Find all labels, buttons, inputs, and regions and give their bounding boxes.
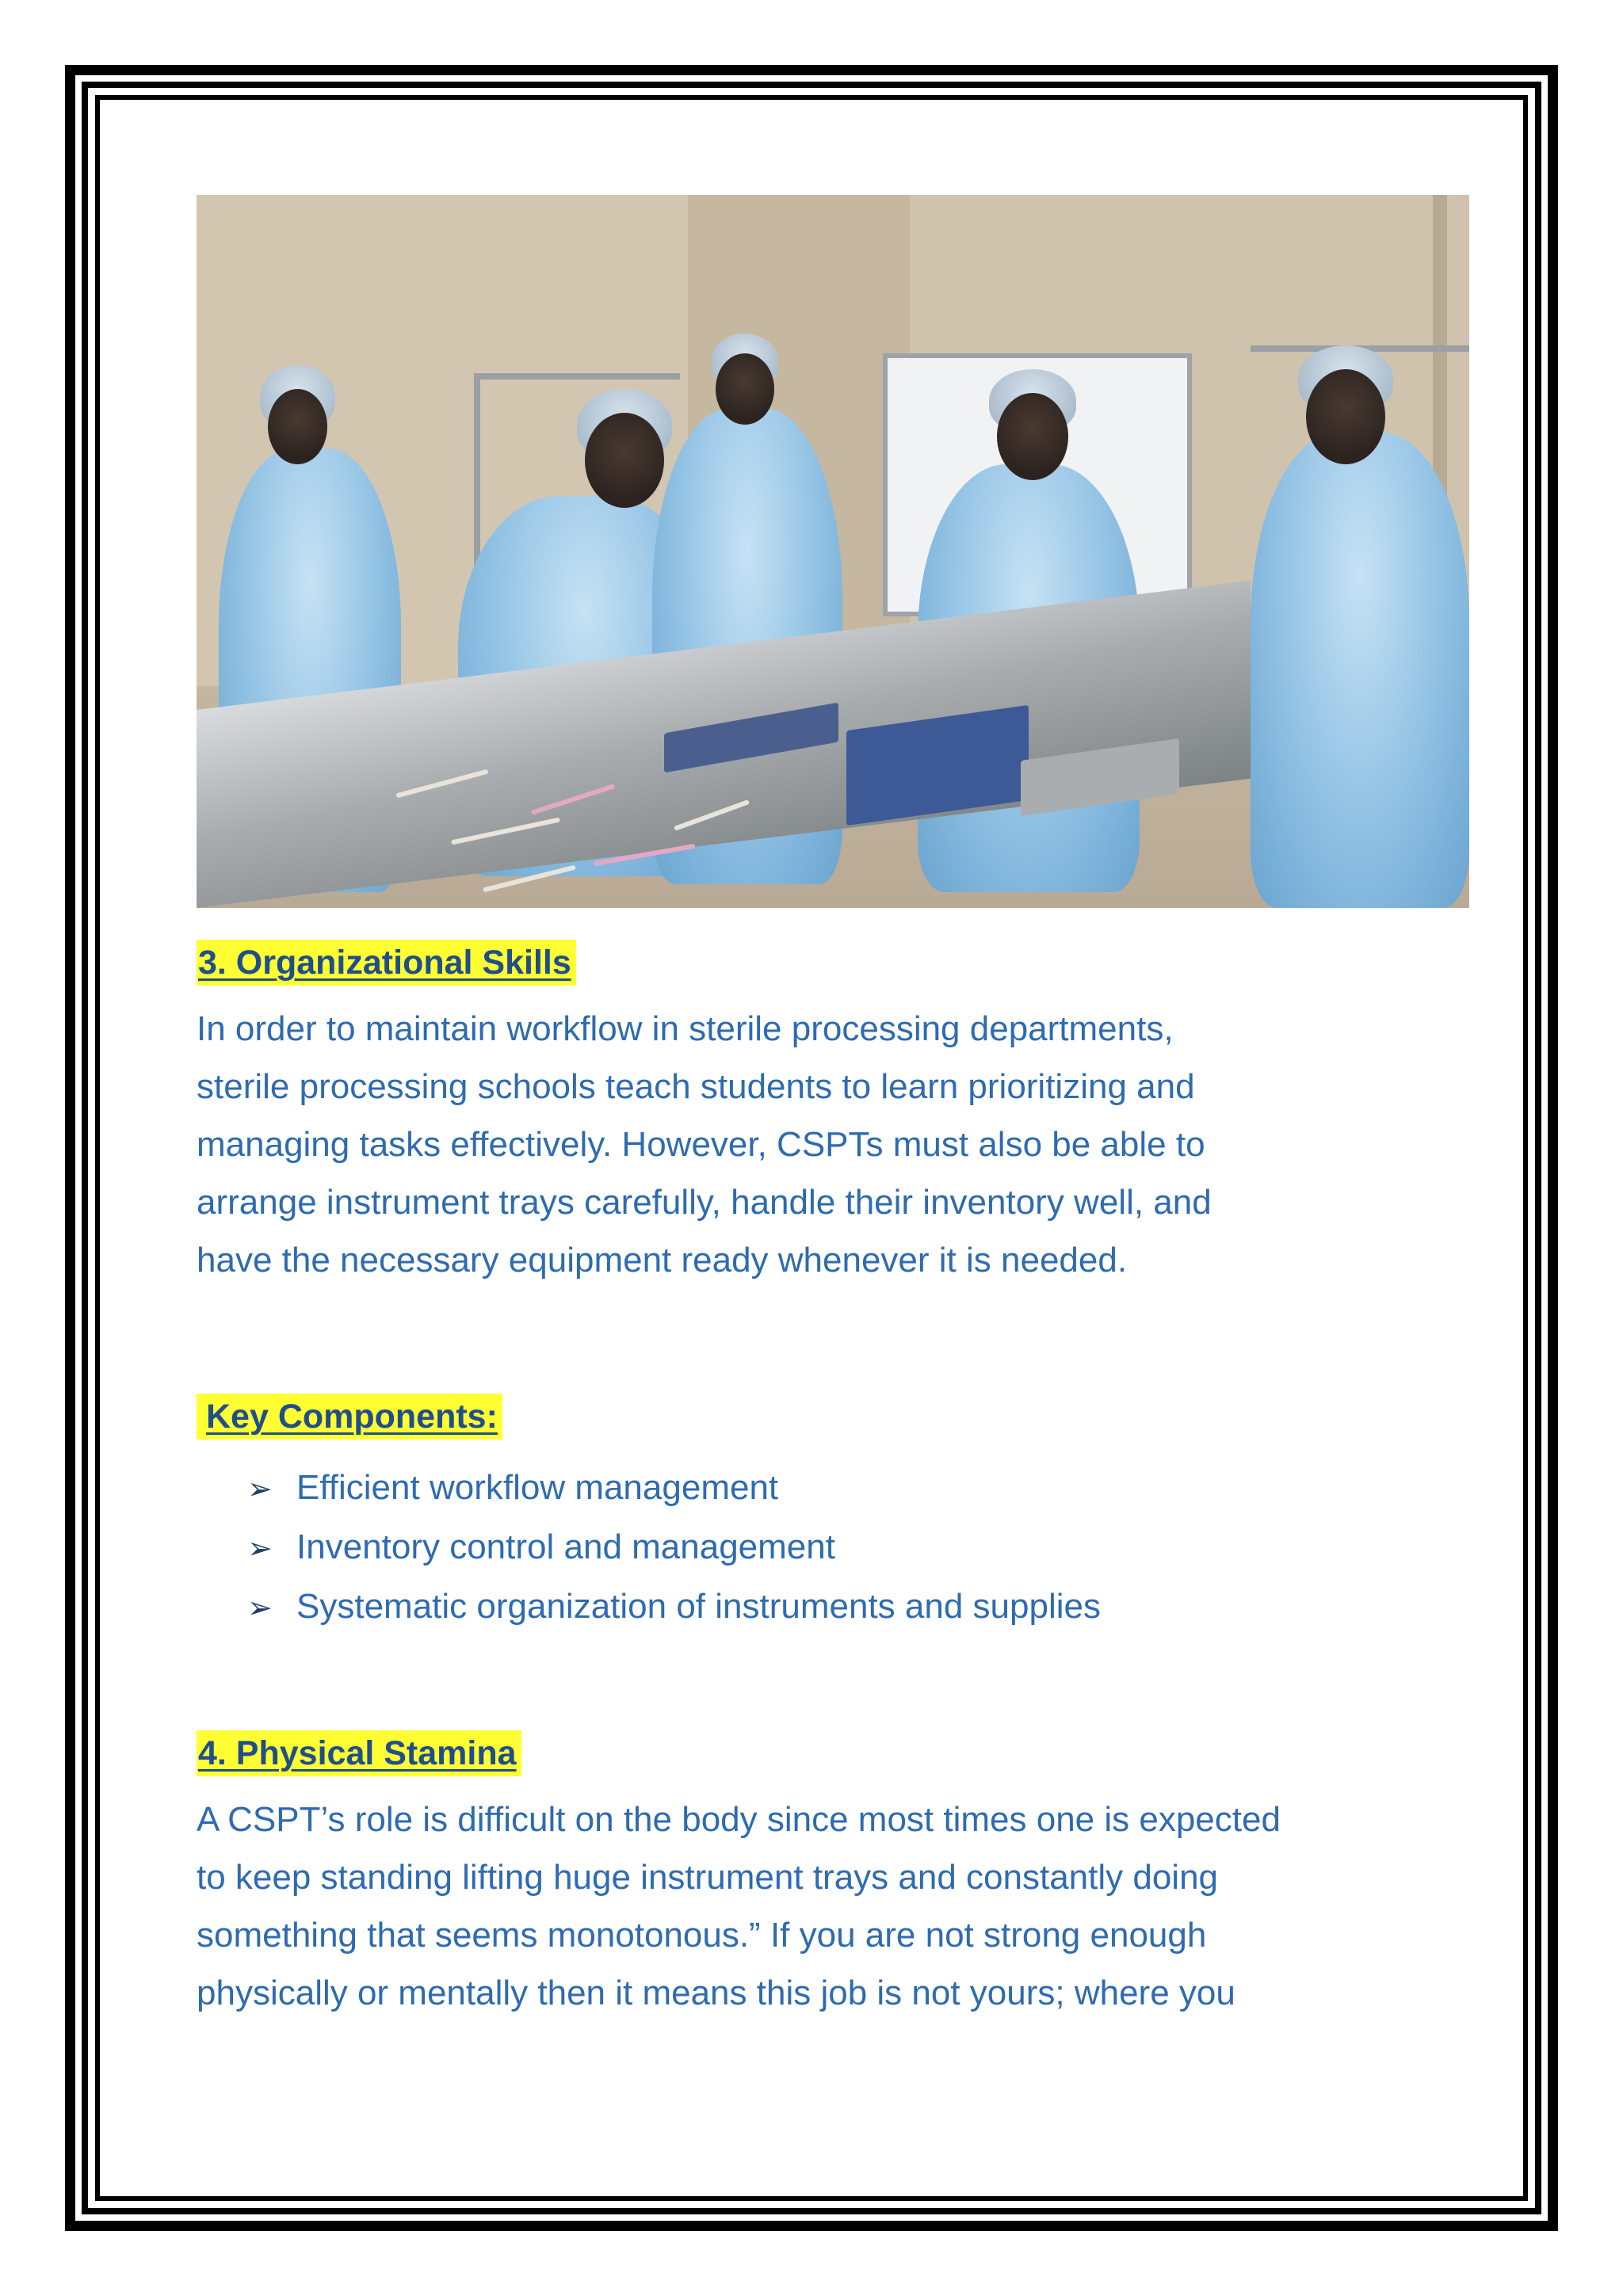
arrowhead-bullet-icon: ➢ xyxy=(247,1590,273,1625)
paragraph-line: In order to maintain workflow in sterile processing departments, xyxy=(197,1009,1174,1048)
paragraph-line: to keep standing lifting huge instrument trays and constantly doing xyxy=(197,1858,1219,1897)
section-3-heading: 3. Organizational Skills xyxy=(197,940,576,986)
paragraph-line: managing tasks effectively. However, CSPTs must also be able to xyxy=(197,1125,1205,1164)
key-components-list xyxy=(197,1459,1469,1637)
paragraph-line: A CSPT’s role is difficult on the body since most times one is expected xyxy=(197,1800,1281,1839)
list-item xyxy=(247,1459,1469,1518)
section-4-heading: 4. Physical Stamina xyxy=(197,1730,521,1776)
section-4-paragraph xyxy=(197,1791,1469,2022)
section-3-paragraph xyxy=(197,1000,1469,1289)
page-content xyxy=(197,195,1469,2022)
list-item-text: Systematic organization of instruments and supplies xyxy=(296,1587,1101,1626)
arrowhead-bullet-icon: ➢ xyxy=(247,1471,273,1506)
list-item xyxy=(247,1518,1469,1577)
paragraph-line: arrange instrument trays carefully, handle their inventory well, and xyxy=(197,1183,1212,1222)
paragraph-line: have the necessary equipment ready whenever it is needed. xyxy=(197,1241,1128,1280)
list-item-text: Inventory control and management xyxy=(296,1527,835,1566)
list-item xyxy=(247,1577,1469,1637)
paragraph-line: physically or mentally then it means this job is not yours; where you xyxy=(197,1974,1235,2012)
sterile-processing-photo xyxy=(197,195,1469,908)
paragraph-line: something that seems monotonous.” If you are not strong enough xyxy=(197,1916,1207,1955)
paragraph-line: sterile processing schools teach students to learn prioritizing and xyxy=(197,1067,1195,1106)
list-item-text: Efficient workflow management xyxy=(296,1468,779,1507)
key-components-heading: Key Components: xyxy=(197,1394,502,1440)
arrowhead-bullet-icon: ➢ xyxy=(247,1531,273,1566)
